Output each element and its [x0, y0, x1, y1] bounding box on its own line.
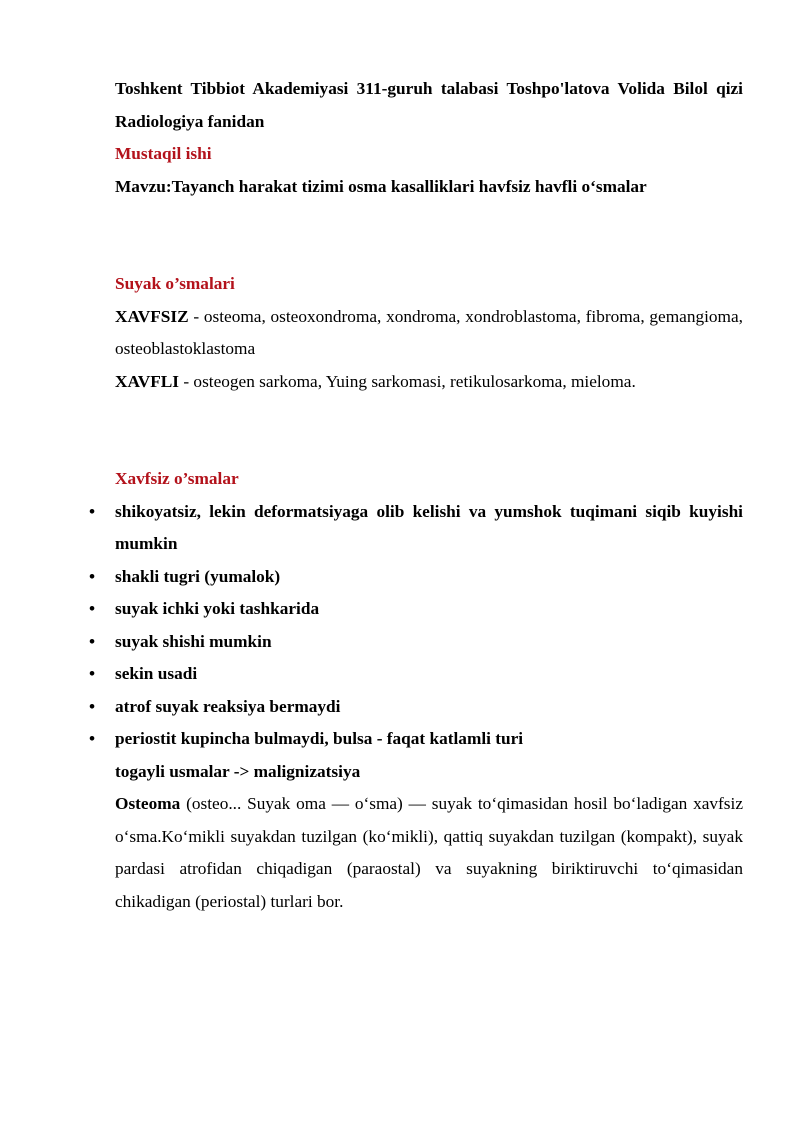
malignization-note: togayli usmalar -> malignizatsiya — [115, 761, 361, 781]
list-item — [89, 496, 743, 561]
topic-line: Mavzu:Tayanch harakat tizimi osma kasalliklari havfsiz havfli o‘smalar — [115, 176, 647, 196]
osteoma-text: (osteo... Suyak oma — o‘sma) — suyak to‘qimasidan hosil bo‘ladigan xavfsiz o‘sma.Ko‘mikli suyakdan tuzilgan (ko‘mikli), qattiq suyakdan tuzilgan (kompakt), suyak pardasi atrofidan chiqadigan (paraostal) va suyakning biriktiruvchi to‘qimasidan chikadigan (periostal) turlari bor. — [115, 794, 743, 911]
spacer — [115, 203, 743, 268]
malignant-list-paragraph — [115, 366, 743, 399]
document-body — [89, 73, 743, 918]
list-item — [89, 593, 743, 626]
bone-tumors-heading: Suyak o’smalari — [115, 274, 235, 293]
list-item-text: suyak shishi mumkin — [115, 631, 272, 651]
bullet-icon: • — [89, 501, 96, 521]
benign-label: XAVFSIZ — [115, 306, 189, 326]
list-item-text: suyak ichki yoki tashkarida — [115, 599, 320, 618]
bullet-icon: • — [89, 631, 96, 651]
work-type-heading: Mustaqil ishi — [115, 144, 212, 163]
osteoma-term: Osteoma — [115, 794, 181, 813]
bullet-icon: • — [89, 696, 96, 716]
list-item — [89, 723, 743, 756]
list-item-text: atrof suyak reaksiya bermaydi — [115, 696, 341, 716]
list-item-text: shikoyatsiz, lekin deformatsiyaga olib kelishi va yumshok tuqimani siqib kuyishi mumkin — [115, 501, 743, 553]
bullet-icon: • — [89, 599, 96, 618]
benign-section-heading: Xavfsiz o’smalar — [115, 469, 239, 488]
list-item — [89, 691, 743, 724]
benign-list-paragraph — [115, 301, 743, 366]
list-item — [89, 626, 743, 659]
bullet-icon: • — [89, 729, 96, 748]
list-item — [89, 561, 743, 594]
bullet-icon: • — [89, 664, 96, 683]
bullet-icon: • — [89, 566, 96, 586]
malignant-text: - osteogen sarkoma, Yuing sarkomasi, retikulosarkoma, mieloma. — [179, 371, 636, 391]
intro-line: Toshkent Tibbiot Akademiyasi 311-guruh talabasi Toshpo'latova Volida Bilol qizi Radiologiya fanidan — [115, 79, 743, 131]
list-item — [89, 658, 743, 691]
benign-text: - osteoma, osteoxondroma, xondroma, xondroblastoma, fibroma, gemangioma, osteoblastoklastoma — [115, 306, 743, 358]
list-item-text: periostit kupincha bulmaydi, bulsa - faqat katlamli turi — [115, 729, 524, 748]
malignant-label: XAVFLI — [115, 371, 180, 391]
spacer — [115, 398, 743, 463]
osteoma-paragraph — [115, 788, 743, 918]
list-item-text: sekin usadi — [115, 664, 198, 683]
list-item-text: shakli tugri (yumalok) — [115, 566, 281, 586]
benign-features-list — [89, 496, 743, 756]
